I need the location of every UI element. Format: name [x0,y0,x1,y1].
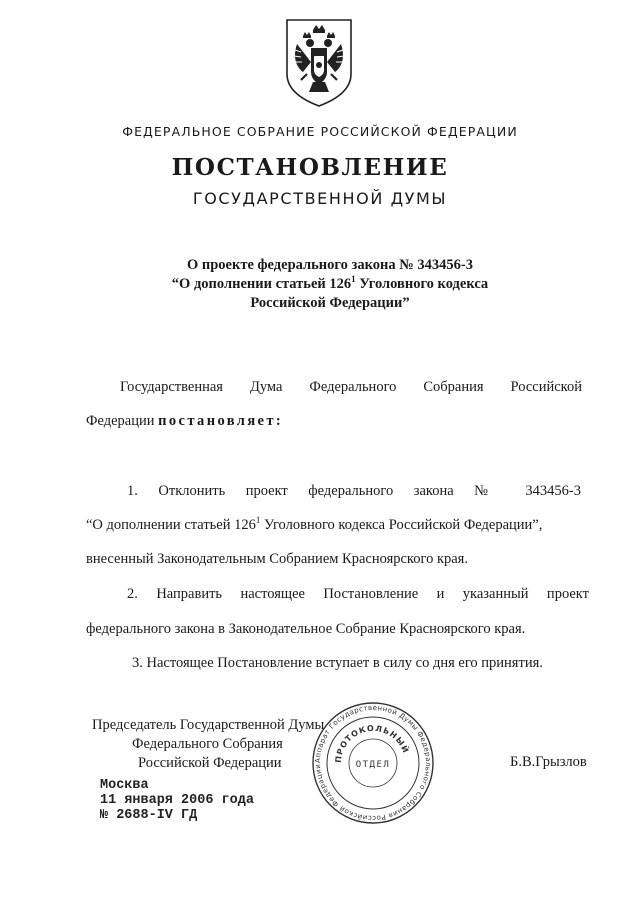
document-meta [100,778,254,823]
organization-name: ФЕДЕРАЛЬНОЕ СОБРАНИЕ РОССИЙСКОЙ ФЕДЕРАЦИИ [122,124,518,139]
subject-line-2 [140,275,520,294]
item-1-line-1: 1. Отклонить проект федерального закона № 343456-3 [127,483,581,499]
item-text: “О дополнении статьей 126 [86,517,256,533]
article-superscript: 1 [351,274,356,284]
document-type: ПОСТАНОВЛЕНИЕ [171,154,449,181]
item-2-line-1: 2. Направить настоящее Постановление и указанный проект [127,586,589,602]
subject-line-3: Российской Федерации” [250,295,410,311]
svg-text:ПРОТОКОЛЬНЫЙ [334,724,412,763]
item-1-line-3: внесенный Законодательным Собранием Красноярского края. [86,551,468,567]
item-3-line-1: 3. Настоящее Постановление вступает в силу со дня его принятия. [132,655,543,671]
stamp-center-text: ОТДЕЛ [355,760,391,770]
date: 11 января 2006 года [100,793,254,808]
place: Москва [100,778,149,793]
resolves-keyword: постановляет: [158,413,284,429]
preamble-line-1: Государственная Дума Федерального Собрания Российской [120,379,582,395]
item-text: Уголовного кодекса Российской Федерации”, [260,517,543,533]
item-2-line-2: федерального закона в Законодательное Собрание Красноярского края. [86,621,526,637]
signatory-title-line-1: Председатель Государственной Думы [92,717,325,733]
stamp-middle-text: ПРОТОКОЛЬНЫЙ [333,723,411,764]
document-subtype: ГОСУДАРСТВЕННОЙ ДУМЫ [192,189,448,208]
signatory-name: Б.В.Грызлов [510,754,587,770]
item-1-line-2 [86,517,542,534]
document-number: № 2688-IV ГД [100,808,198,823]
subject-text: “О дополнении статьей 126 [171,276,352,292]
stamp-outer-text: Аппарат Государственной Думы Федерального Собрания Российской Федерации [313,703,433,823]
subject-text: Уголовного кодекса [355,276,489,292]
preamble-text: Федерации [86,413,159,429]
signatory-title [92,716,324,773]
signatory-title-line-3: Российской Федерации [138,755,282,771]
article-superscript: 1 [255,515,261,525]
document-subject [140,256,520,313]
official-stamp [310,700,436,826]
preamble-line-2 [86,413,283,430]
coat-of-arms-icon [283,16,355,108]
signatory-title-line-2: Федерального Собрания [132,736,283,752]
subject-line-1: О проекте федерального закона № 343456-3 [186,257,474,273]
